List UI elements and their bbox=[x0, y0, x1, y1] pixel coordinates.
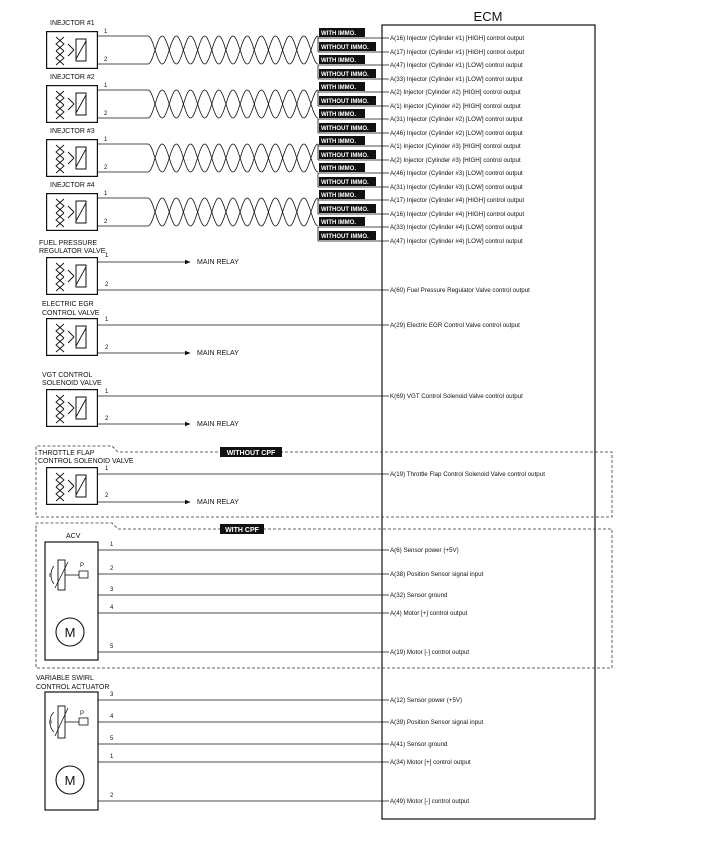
main-relay-label: MAIN RELAY bbox=[197, 421, 239, 428]
component-pin-number: 2 bbox=[110, 566, 114, 572]
without-cpf-tag: WITHOUT CPF bbox=[226, 450, 276, 457]
injector-name: INEJCTOR #4 bbox=[50, 182, 95, 189]
ecm-pin-label: A(60) Fuel Pressure Regulator Valve control output bbox=[390, 287, 530, 294]
immo-tag: WITH IMMO. bbox=[321, 112, 356, 118]
throttle-pin-bottom: 2 bbox=[105, 493, 109, 499]
component-pin-number: 3 bbox=[110, 692, 114, 698]
ecm-pin-label: A(31) Injector (Cylinder #2) [LOW] control output bbox=[390, 116, 523, 123]
egr-name-line2: CONTROL VALVE bbox=[42, 310, 100, 317]
ecm-pin-label: A(49) Motor [-] control output bbox=[390, 798, 470, 805]
ecm-title: ECM bbox=[473, 9, 503, 24]
ecm-pin-label: A(6) Sensor power (+5V) bbox=[390, 547, 459, 554]
svg-text:θ: θ bbox=[49, 573, 52, 579]
solenoid-icon bbox=[47, 319, 98, 356]
ecm-pin-label: A(2) Injector (Cylinder #3) [HIGH] control output bbox=[390, 157, 521, 164]
component-pin-number: 2 bbox=[110, 793, 114, 799]
acv-name: ACV bbox=[66, 533, 81, 540]
immo-tag: WITH IMMO. bbox=[321, 58, 356, 64]
solenoid-icon bbox=[47, 140, 98, 177]
injector-pin-bottom: 2 bbox=[104, 111, 108, 117]
egr-pin-bottom: 2 bbox=[105, 345, 109, 351]
ecm-pin-label: A(29) Electric EGR Control Valve control output bbox=[390, 322, 520, 329]
ecm-pin-label: A(39) Position Sensor signal input bbox=[390, 719, 484, 726]
injector-pin-top: 1 bbox=[104, 137, 108, 143]
component-pin-number: 4 bbox=[110, 714, 114, 720]
vgt-name-line2: SOLENOID VALVE bbox=[42, 380, 102, 387]
motor-icon bbox=[56, 766, 84, 794]
twisted-wire bbox=[148, 198, 318, 226]
immo-tag: WITH IMMO. bbox=[321, 31, 356, 37]
vsa-motor-label: M bbox=[64, 773, 76, 788]
fprv-name-line2: REGULATOR VALVE bbox=[39, 248, 106, 255]
injector-pin-bottom: 2 bbox=[104, 219, 108, 225]
injector-name: INEJCTOR #1 bbox=[50, 20, 95, 27]
twisted-wire bbox=[148, 144, 318, 172]
acv-motor-label: M bbox=[64, 625, 76, 640]
immo-tag: WITH IMMO. bbox=[321, 220, 356, 226]
injector-name: INEJCTOR #3 bbox=[50, 128, 95, 135]
injector-pin-top: 1 bbox=[104, 191, 108, 197]
solenoid-icon bbox=[47, 32, 98, 69]
throttle-name-line2: CONTROL SOLENOID VALVE bbox=[38, 458, 134, 465]
with-cpf-tag: WITH CPF bbox=[225, 527, 259, 534]
solenoid-icon bbox=[47, 468, 98, 505]
ecm-pin-label: A(19) Motor [-] control output bbox=[390, 649, 470, 656]
immo-tag: WITH IMMO. bbox=[321, 139, 356, 145]
ecm-pin-label: A(46) Injector (Cylinder #3) [LOW] control output bbox=[390, 170, 523, 177]
fprv-pin-bottom: 2 bbox=[105, 282, 109, 288]
ecm-pin-label: A(16) Injector (Cylinder #4) [HIGH] control output bbox=[390, 211, 525, 218]
vgt-pin-bottom: 2 bbox=[105, 416, 109, 422]
twisted-wire bbox=[148, 36, 318, 64]
injector-pin-top: 1 bbox=[104, 83, 108, 89]
ecm-pin-label: A(4) Motor [+] control output bbox=[390, 610, 468, 617]
main-relay-label: MAIN RELAY bbox=[197, 499, 239, 506]
solenoid-icon bbox=[47, 390, 98, 427]
immo-tag: WITH IMMO. bbox=[321, 85, 356, 91]
ecm-pin-label: A(38) Position Sensor signal input bbox=[390, 571, 484, 578]
immo-tag: WITH IMMO. bbox=[321, 166, 356, 172]
component-pin-number: 4 bbox=[110, 605, 114, 611]
fprv-name-line1: FUEL PRESSURE bbox=[39, 240, 98, 247]
vsa-name-line2: CONTROL ACTUATOR bbox=[36, 684, 110, 691]
ecm-pin-label: A(1) Injector (Cylinder #2) [HIGH] control output bbox=[390, 103, 521, 110]
ecm-pin-label: A(16) Injector (Cylinder #1) [HIGH] control output bbox=[390, 35, 525, 42]
twisted-wire bbox=[148, 198, 318, 226]
component-pin-number: 5 bbox=[110, 736, 114, 742]
egr-name-line1: ELECTRIC EGR bbox=[42, 301, 94, 308]
ecm-pin-label: A(19) Throttle Flap Control Solenoid Valve control output bbox=[390, 471, 545, 478]
immo-tag: WITHOUT IMMO. bbox=[321, 207, 369, 213]
ecm-pin-label: K(69) VGT Control Solenoid Valve control output bbox=[390, 393, 523, 400]
ecm-pin-label: A(1) Injector (Cylinder #3) [HIGH] control output bbox=[390, 143, 521, 150]
fprv-pin-top: 1 bbox=[105, 253, 109, 259]
throttle-name-line1: THROTTLE FLAP bbox=[38, 450, 95, 457]
solenoid-icon bbox=[47, 194, 98, 231]
ecm-pin-label: A(17) Injector (Cylinder #1) [HIGH] control output bbox=[390, 49, 525, 56]
svg-text:θ: θ bbox=[49, 720, 52, 726]
variable-swirl-control-actuator bbox=[36, 675, 109, 810]
ecm-pin-label: A(33) Injector (Cylinder #1) [LOW] control output bbox=[390, 76, 523, 83]
injector-pin-top: 1 bbox=[104, 29, 108, 35]
acv-p-label: P bbox=[80, 563, 85, 569]
component-pin-number: 3 bbox=[110, 587, 114, 593]
injector-name: INEJCTOR #2 bbox=[50, 74, 95, 81]
vgt-name-line1: VGT CONTROL bbox=[42, 372, 93, 379]
immo-tag: WITHOUT IMMO. bbox=[321, 72, 369, 78]
immo-tag: WITHOUT IMMO. bbox=[321, 234, 369, 240]
main-relay-label: MAIN RELAY bbox=[197, 350, 239, 357]
vgt-pin-top: 1 bbox=[105, 389, 109, 395]
ecm-pin-label: A(41) Sensor ground bbox=[390, 741, 448, 748]
motor-icon bbox=[56, 618, 84, 646]
immo-tag: WITHOUT IMMO. bbox=[321, 99, 369, 105]
vsa-p-label: P bbox=[80, 711, 85, 717]
solenoid-icon bbox=[47, 258, 98, 295]
ecm-pin-label: A(47) Injector (Cylinder #1) [LOW] control output bbox=[390, 62, 523, 69]
ecm-pin-label: A(34) Motor [+] control output bbox=[390, 759, 471, 766]
component-pin-number: 5 bbox=[110, 644, 114, 650]
immo-tag: WITHOUT IMMO. bbox=[321, 126, 369, 132]
solenoid-icon bbox=[47, 86, 98, 123]
twisted-wire bbox=[148, 90, 318, 118]
component-pin-number: 1 bbox=[110, 754, 114, 760]
egr-pin-top: 1 bbox=[105, 317, 109, 323]
immo-tag: WITHOUT IMMO. bbox=[321, 45, 369, 51]
ecm-pin-label: A(47) Injector (Cylinder #4) [LOW] control output bbox=[390, 238, 523, 245]
main-relay-label: MAIN RELAY bbox=[197, 259, 239, 266]
ecm-pin-label: A(17) Injector (Cylinder #4) [HIGH] control output bbox=[390, 197, 525, 204]
immo-tag: WITHOUT IMMO. bbox=[321, 153, 369, 159]
ecm-pin-label: A(33) Injector (Cylinder #4) [LOW] control output bbox=[390, 224, 523, 231]
injector-group bbox=[47, 20, 525, 245]
ecm-pin-label: A(32) Sensor ground bbox=[390, 592, 448, 599]
injector-pin-bottom: 2 bbox=[104, 57, 108, 63]
ecm-pin-label: A(46) Injector (Cylinder #2) [LOW] control output bbox=[390, 130, 523, 137]
injector-pin-bottom: 2 bbox=[104, 165, 108, 171]
twisted-wire bbox=[148, 36, 318, 64]
immo-tag: WITHOUT IMMO. bbox=[321, 180, 369, 186]
vsa-name-line1: VARIABLE SWIRL bbox=[36, 675, 94, 682]
throttle-pin-top: 1 bbox=[105, 466, 109, 472]
ecm-pin-label: A(31) Injector (Cylinder #3) [LOW] control output bbox=[390, 184, 523, 191]
twisted-wire bbox=[148, 144, 318, 172]
ecm-pin-label: A(2) Injector (Cylinder #2) [HIGH] control output bbox=[390, 89, 521, 96]
ecm-pin-label: A(12) Sensor power (+5V) bbox=[390, 697, 463, 704]
immo-tag: WITH IMMO. bbox=[321, 193, 356, 199]
twisted-wire bbox=[148, 90, 318, 118]
component-pin-number: 1 bbox=[110, 542, 114, 548]
